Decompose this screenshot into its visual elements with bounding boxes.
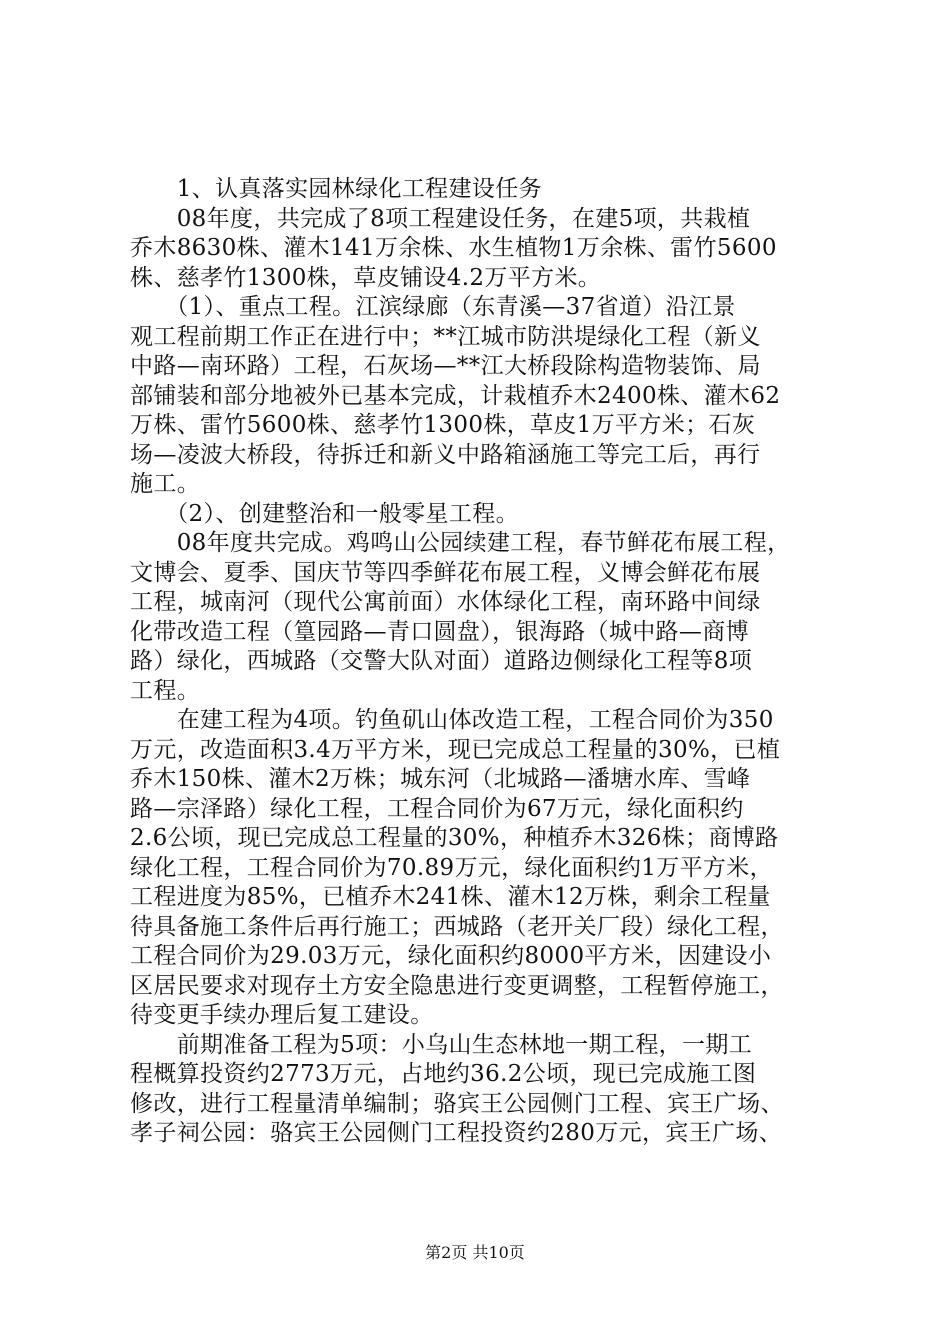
page-number-footer: 第2页 共10页 <box>425 1243 525 1262</box>
text-line: 乔木8630株、灌木141万余株、水生植物1万余株、雷竹5600 <box>130 235 777 261</box>
text-line: 待具备施工条件后再行施工；西城路（老开关厂段）绿化工程， <box>130 913 784 940</box>
text-line: 前期准备工程为5项：小乌山生态林地一期工程，一期工 <box>130 1031 753 1058</box>
document-body <box>130 175 830 1149</box>
text-line: 程概算投资约2773万元，占地约36.2公顷，现已完成施工图 <box>130 1061 757 1087</box>
text-line: 2.6公顷，现已完成总工程量的30%，种植乔木326株；商博路 <box>130 825 779 851</box>
text-line: 修改，进行工程量清单编制；骆宾王公园侧门工程、宾王广场、 <box>130 1090 784 1117</box>
text-line: 文博会、夏季、国庆节等四季鲜花布展工程，义博会鲜花布展 <box>130 559 761 586</box>
text-line: 08年度，共完成了8项工程建设任务，在建5项，共栽植 <box>130 205 751 232</box>
text-line: 待变更手续办理后复工建设。 <box>130 1002 434 1028</box>
text-line: 在建工程为4项。钓鱼矶山体改造工程，工程合同价为350 <box>130 707 774 733</box>
text-line: 区居民要求对现存土方安全隐患进行变更调整，工程暂停施工， <box>130 972 784 999</box>
text-line: 路—宗泽路）绿化工程，工程合同价为67万元，绿化面积约 <box>130 795 744 822</box>
text-line: 08年度共完成。鸡鸣山公园续建工程，春节鲜花布展工程， <box>130 530 791 556</box>
text-line: 工程。 <box>130 677 201 704</box>
text-line: 株、慈孝竹1300株，草皮铺设4.2万平方米。 <box>130 264 602 291</box>
text-line: 绿化工程，工程合同价为70.89万元，绿化面积约1万平方米， <box>130 854 773 881</box>
text-line: 1、认真落实园林绿化工程建设任务 <box>130 176 542 202</box>
text-line: 观工程前期工作正在进行中；**江城市防洪堤绿化工程（新义 <box>130 323 761 350</box>
text-line: 路）绿化，西城路（交警大队对面）道路边侧绿化工程等8项 <box>130 648 753 674</box>
text-line: 中路—南环路）工程，石灰场—**江大桥段除构造物装饰、局 <box>130 353 761 379</box>
text-line: 工程合同价为29.03万元，绿化面积约8000平方米，因建设小 <box>130 943 772 969</box>
text-line: 施工。 <box>130 471 201 497</box>
text-line: 乔木150株、灌木2万株；城东河（北城路—潘塘水库、雪峰 <box>130 766 751 792</box>
text-line: 部铺装和部分地被外已基本完成，计栽植乔木2400株、灌木62 <box>130 382 781 409</box>
text-line: 工程，城南河（现代公寓前面）水体绿化工程，南环路中间绿 <box>130 589 761 615</box>
text-line: 孝子祠公园：骆宾王公园侧门工程投资约280万元，宾王广场、 <box>130 1120 783 1146</box>
text-line: 场—凌波大桥段，待拆迁和新义中路箱涵施工等完工后，再行 <box>130 441 761 468</box>
text-line: （1）、重点工程。江滨绿廊（东青溪—37省道）沿江景 <box>130 294 736 320</box>
text-line: 万元，改造面积3.4万平方米，现已完成总工程量的30%，已植 <box>130 736 781 763</box>
text-line: （2）、创建整治和一般零星工程。 <box>130 500 519 527</box>
text-line: 工程进度为85%，已植乔木241株、灌木12万株，剩余工程量 <box>130 884 771 910</box>
text-line: 化带改造工程（篁园路—青口圆盘），银海路（城中路—商博 <box>130 618 749 645</box>
text-line: 万株、雷竹5600株、慈孝竹1300株，草皮1万平方米；石灰 <box>130 412 756 438</box>
